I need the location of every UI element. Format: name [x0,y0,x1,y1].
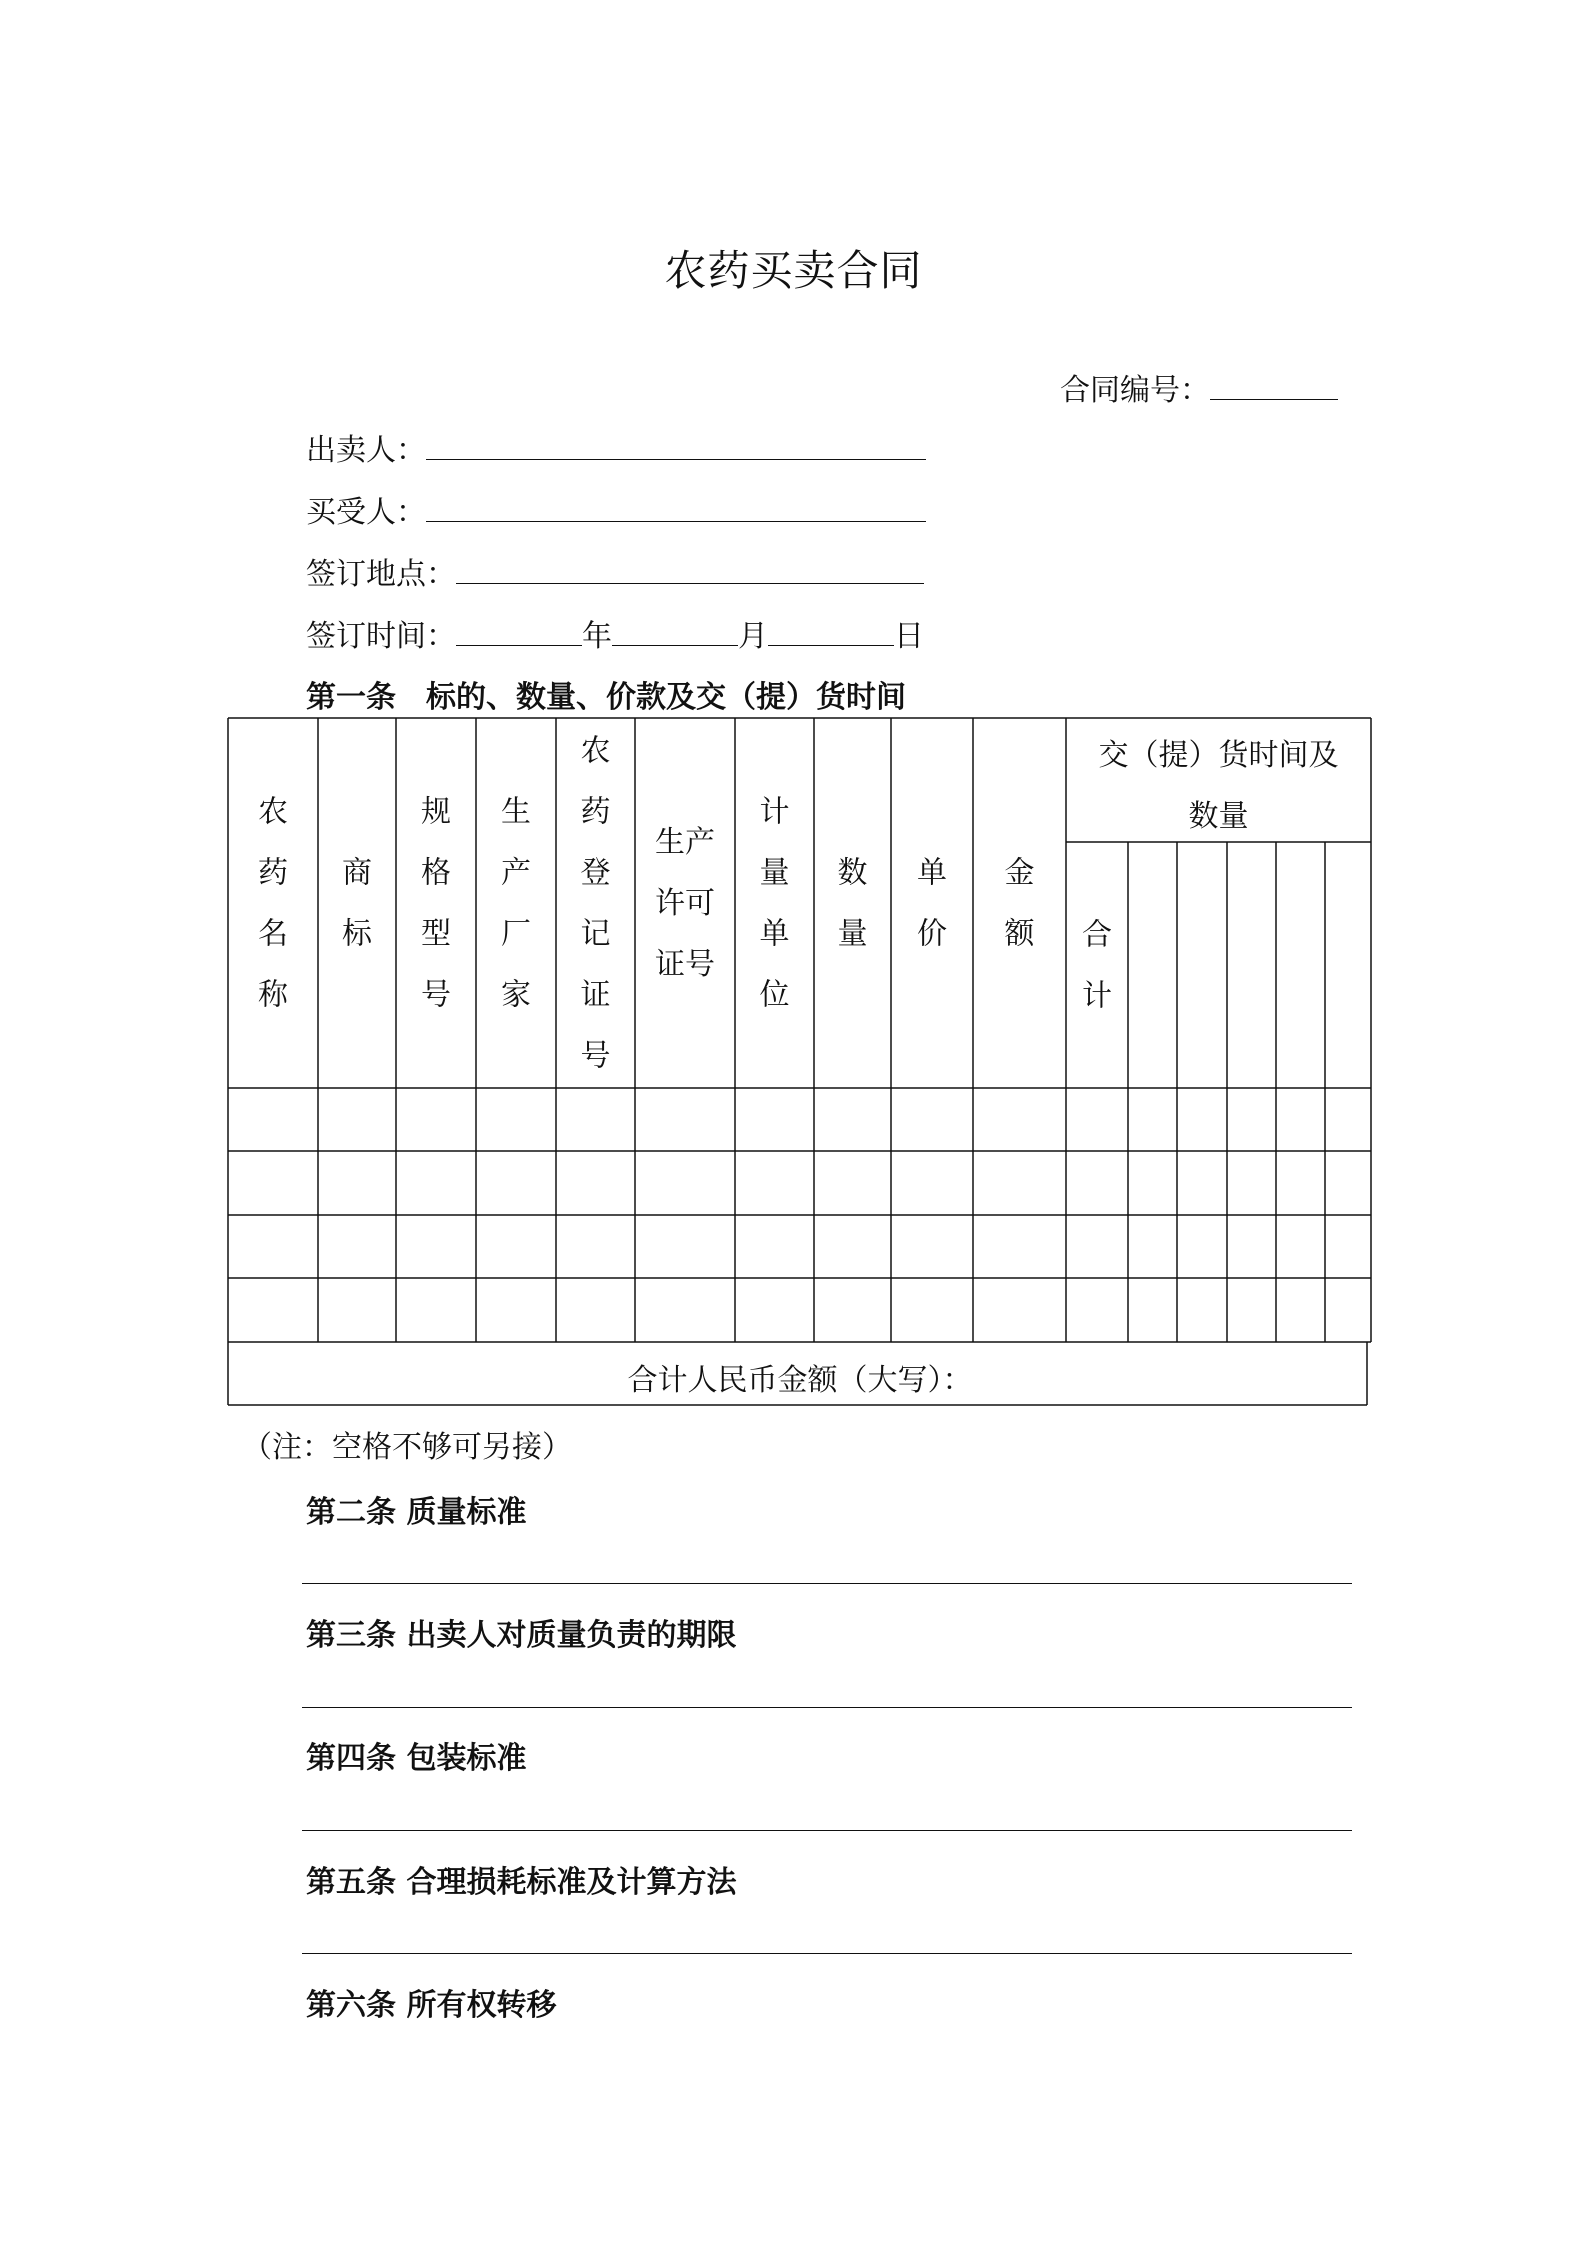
table-header-5-char: 生产 [655,825,715,860]
signing-time-label: 签订时间： [306,619,456,654]
table-header-2-char: 格 [421,855,451,891]
article-1-heading: 第一条 标的、数量、价款及交（提）货时间 [306,680,906,715]
table-header-7-char: 量 [837,916,868,952]
table-header-3-char: 家 [501,977,531,1013]
document-title: 农药买卖合同 [664,246,923,295]
buyer-label: 买受人： [306,495,426,530]
article-4-heading: 第四条 包装标准 [306,1741,527,1776]
delivery-header-line-1: 交（提）货时间及 [1098,738,1339,773]
month-label: 月 [738,619,768,654]
table-header-0-char: 药 [258,855,288,891]
table-header-4-char: 农 [580,733,611,769]
table-header-5-char: 许可 [655,886,715,921]
table-header-3-char: 厂 [501,916,531,952]
article-2-blank-line[interactable] [302,1583,1352,1584]
table-header-4-char: 号 [580,1038,611,1074]
table-header-2-char: 号 [421,977,451,1013]
table-header-0-char: 称 [258,977,288,1013]
table-header-8-char: 单 [917,855,947,891]
table-header-1-char: 商 [342,855,372,891]
subtotal-header-char: 合 [1082,917,1112,953]
total-rmb-label: 合计人民币金额（大写）： [627,1363,973,1398]
table-header-6-char: 位 [759,977,790,1013]
article-5-blank-line[interactable] [302,1953,1352,1954]
table-header-3-char: 产 [501,855,531,891]
table-header-6-char: 单 [759,916,790,952]
table-header-5-char: 证号 [655,947,715,982]
year-label: 年 [582,619,612,654]
delivery-header-line-2: 数量 [1188,799,1249,834]
table-header-2-char: 规 [421,794,451,830]
article-2-heading: 第二条 质量标准 [306,1495,527,1530]
table-header-6-char: 量 [759,855,790,891]
table-header-2-char: 型 [421,916,451,952]
table-header-4-char: 证 [580,977,611,1013]
table-header-9-char: 金 [1004,855,1035,891]
article-4-blank-line[interactable] [302,1830,1352,1831]
table-header-3-char: 生 [501,794,531,830]
table-note: （注：空格不够可另接） [242,1430,572,1465]
table-header-9-char: 额 [1004,916,1035,952]
contract-number-label: 合同编号： [1060,373,1210,408]
table-header-1-char: 标 [342,916,372,952]
subtotal-header-char: 计 [1082,978,1112,1014]
article-5-heading: 第五条 合理损耗标准及计算方法 [306,1865,737,1900]
table-header-4-char: 药 [580,794,611,830]
article-3-heading: 第三条 出卖人对质量负责的期限 [306,1618,737,1653]
table-header-7-char: 数 [837,855,868,891]
table-header-0-char: 农 [258,794,288,830]
table-header-0-char: 名 [258,916,288,952]
table-header-4-char: 登 [580,855,611,891]
signing-place-label: 签订地点： [306,557,456,592]
article-3-blank-line[interactable] [302,1707,1352,1708]
article-6-heading: 第六条 所有权转移 [306,1988,557,2023]
day-label: 日 [894,619,924,654]
table-header-8-char: 价 [917,916,947,952]
seller-label: 出卖人： [306,433,426,468]
table-header-4-char: 记 [580,916,611,952]
table-header-6-char: 计 [759,794,790,830]
